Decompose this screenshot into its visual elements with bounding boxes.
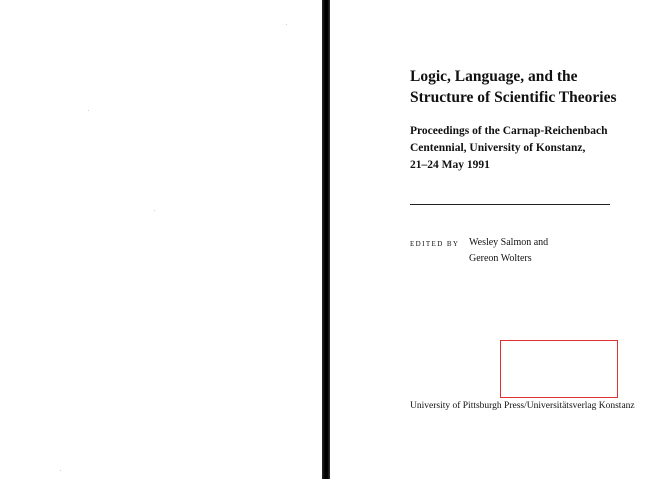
book-subtitle (410, 123, 650, 174)
book-subtitle-line-3: 21–24 May 1991 (410, 159, 490, 171)
book-subtitle-line-2: Centennial, University of Konstanz, (410, 142, 586, 154)
publisher-line: University of Pittsburgh Press/Universitätsverlag Konstanz (410, 401, 635, 411)
paper-speck (286, 24, 287, 25)
paper-speck (88, 110, 89, 111)
book-title-line-1: Logic, Language, and the (410, 68, 578, 85)
paper-speck (154, 210, 155, 211)
horizontal-rule-divider (410, 204, 610, 205)
editor-names (469, 235, 548, 267)
book-title-line-2: Structure of Scientific Theories (410, 89, 617, 106)
book-spine-gutter (322, 0, 330, 479)
paper-speck (60, 470, 61, 471)
right-page-title-page (330, 0, 660, 479)
book-subtitle-line-1: Proceedings of the Carnap-Reichenbach (410, 125, 608, 137)
book-title (410, 66, 650, 108)
left-page (0, 0, 322, 479)
edited-by-label: EDITED BY (410, 240, 460, 248)
editor-line-2: Gereon Wolters (469, 253, 532, 264)
highlight-selection-box (500, 340, 618, 398)
editor-line-1: Wesley Salmon and (469, 237, 549, 248)
